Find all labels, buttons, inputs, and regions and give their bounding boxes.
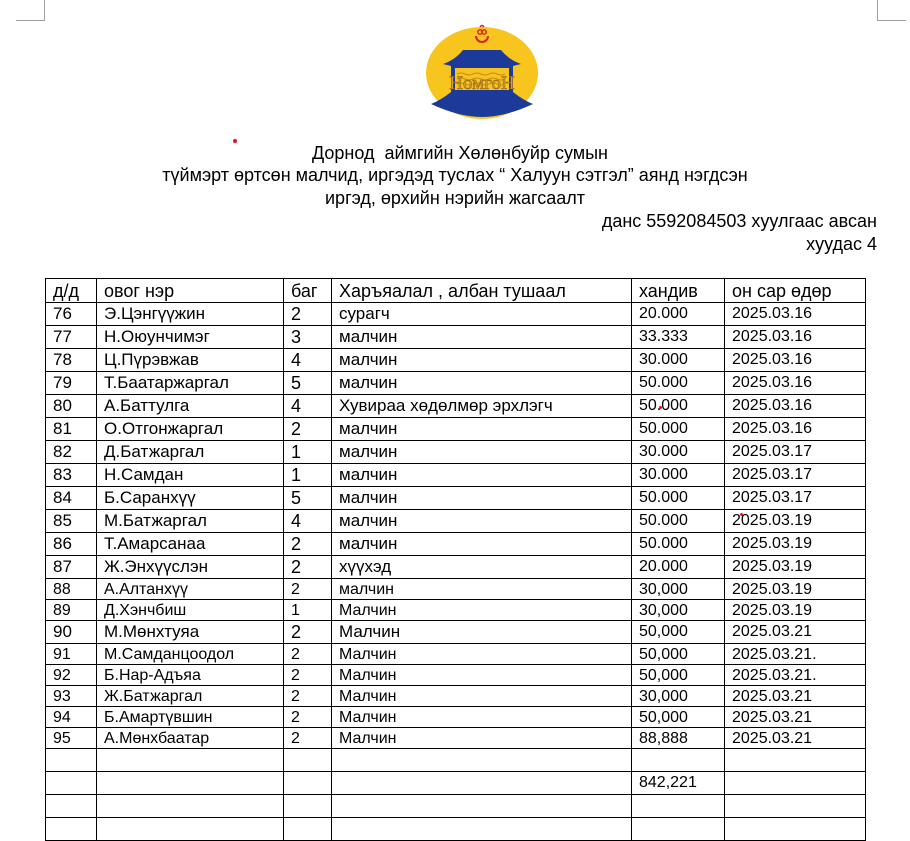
occupation: малчин	[332, 487, 632, 510]
empty-cell	[46, 795, 97, 818]
donation-amount: 33.333	[632, 326, 725, 349]
full-name: Э.Цэнгүүжин	[97, 303, 284, 326]
row-number: 79	[46, 372, 97, 395]
bag-number: 2	[284, 665, 332, 686]
empty-row	[46, 795, 866, 818]
donor-table	[45, 278, 866, 841]
header-line-2: түймэрт өртсөн малчид, иргэдэд туслах “ Халуун сэтгэл” аянд нэгдсэн	[162, 165, 748, 185]
donation-date: 2025.03.19	[725, 600, 866, 621]
page-corner-mark-top-left	[16, 0, 45, 21]
donation-date: 2025.03.16	[725, 418, 866, 441]
donation-amount: 30,000	[632, 600, 725, 621]
donation-amount: 50,000	[632, 707, 725, 728]
row-number: 92	[46, 665, 97, 686]
row-number: 86	[46, 533, 97, 556]
donation-date: 2025.03.21	[725, 728, 866, 749]
empty-cell	[46, 818, 97, 841]
donation-amount: 30.000	[632, 349, 725, 372]
occupation: малчин	[332, 464, 632, 487]
total-row	[46, 772, 866, 795]
occupation: Малчин	[332, 728, 632, 749]
bag-number: 2	[284, 644, 332, 665]
column-header: овог нэр	[97, 279, 284, 303]
donation-date: 2025.03.21	[725, 707, 866, 728]
occupation: Малчин	[332, 665, 632, 686]
page-corner-mark-top-right	[877, 0, 906, 21]
empty-cell	[284, 772, 332, 795]
full-name: Б.Саранхүү	[97, 487, 284, 510]
donation-amount: 50,000	[632, 665, 725, 686]
row-number: 88	[46, 579, 97, 600]
empty-cell	[725, 749, 866, 772]
empty-cell	[632, 795, 725, 818]
full-name: Ж.Энхүүслэн	[97, 556, 284, 579]
header-line-1: Дорнод аймгийн Хөлөнбуйр сумын	[311, 143, 609, 163]
donation-date: 2025.03.17	[725, 487, 866, 510]
empty-cell	[97, 818, 284, 841]
table-row	[46, 395, 866, 418]
donation-amount: 50.000	[632, 395, 725, 418]
full-name: О.Отгонжаргал	[97, 418, 284, 441]
donation-date: 2025.03.16	[725, 326, 866, 349]
empty-cell	[332, 772, 632, 795]
bag-number: 4	[284, 349, 332, 372]
account-line: данс 5592084503 хуулгаас авсан	[601, 211, 877, 231]
column-header: он сар өдөр	[725, 279, 866, 303]
occupation: малчин	[332, 533, 632, 556]
page-number: хуудас 4	[806, 234, 877, 254]
full-name: Н.Оюунчимэг	[97, 326, 284, 349]
full-name: М.Самданцоодол	[97, 644, 284, 665]
empty-cell	[97, 749, 284, 772]
row-number: 77	[46, 326, 97, 349]
bag-number: 5	[284, 372, 332, 395]
donation-amount: 30,000	[632, 686, 725, 707]
full-name: М.Батжаргал	[97, 510, 284, 533]
occupation: Малчин	[332, 600, 632, 621]
empty-row	[46, 749, 866, 772]
donation-date: 2025.03.19	[725, 510, 866, 533]
column-header: д/д	[46, 279, 97, 303]
table-row	[46, 533, 866, 556]
full-name: Б.Нар-Адъяа	[97, 665, 284, 686]
occupation: Малчин	[332, 686, 632, 707]
row-number: 84	[46, 487, 97, 510]
empty-cell	[46, 772, 97, 795]
full-name: Д.Хэнчбиш	[97, 600, 284, 621]
donation-date: 2025.03.21.	[725, 665, 866, 686]
row-number: 83	[46, 464, 97, 487]
full-name: Б.Амартүвшин	[97, 707, 284, 728]
occupation: малчин	[332, 372, 632, 395]
table-row	[46, 418, 866, 441]
full-name: А.Мөнхбаатар	[97, 728, 284, 749]
bag-number: 1	[284, 464, 332, 487]
empty-cell	[332, 795, 632, 818]
row-number: 82	[46, 441, 97, 464]
occupation: Малчин	[332, 621, 632, 644]
bag-number: 4	[284, 395, 332, 418]
occupation: малчин	[332, 326, 632, 349]
table-row	[46, 326, 866, 349]
donation-date: 2025.03.16	[725, 303, 866, 326]
occupation: хүүхэд	[332, 556, 632, 579]
occupation: малчин	[332, 510, 632, 533]
table-row	[46, 487, 866, 510]
donation-date: 2025.03.19	[725, 579, 866, 600]
bag-number: 5	[284, 487, 332, 510]
occupation: малчин	[332, 418, 632, 441]
donation-amount: 30.000	[632, 441, 725, 464]
donation-date: 2025.03.17	[725, 464, 866, 487]
full-name: М.Мөнхтуяа	[97, 621, 284, 644]
row-number: 89	[46, 600, 97, 621]
occupation: малчин	[332, 441, 632, 464]
empty-cell	[284, 795, 332, 818]
full-name: А.Алтанхүү	[97, 579, 284, 600]
row-number: 94	[46, 707, 97, 728]
donation-date: 2025.03.19	[725, 533, 866, 556]
empty-cell	[725, 795, 866, 818]
donation-date: 2025.03.16	[725, 395, 866, 418]
donation-amount: 50.000	[632, 533, 725, 556]
donation-amount: 30.000	[632, 464, 725, 487]
donation-date: 2025.03.21	[725, 686, 866, 707]
full-name: Т.Амарсанаа	[97, 533, 284, 556]
donation-date: 2025.03.21	[725, 621, 866, 644]
bag-number: 2	[284, 686, 332, 707]
full-name: Д.Батжаргал	[97, 441, 284, 464]
row-number: 90	[46, 621, 97, 644]
table-row	[46, 707, 866, 728]
bag-number: 2	[284, 707, 332, 728]
bag-number: 2	[284, 728, 332, 749]
donation-amount: 50.000	[632, 418, 725, 441]
empty-cell	[332, 749, 632, 772]
empty-cell	[632, 749, 725, 772]
empty-cell	[284, 749, 332, 772]
row-number: 85	[46, 510, 97, 533]
table-row	[46, 644, 866, 665]
bag-number: 2	[284, 579, 332, 600]
full-name: А.Баттулга	[97, 395, 284, 418]
empty-row	[46, 818, 866, 841]
donation-date: 2025.03.21.	[725, 644, 866, 665]
empty-cell	[97, 772, 284, 795]
table-row	[46, 665, 866, 686]
bag-number: 3	[284, 326, 332, 349]
donation-date: 2025.03.16	[725, 372, 866, 395]
table-row	[46, 621, 866, 644]
row-number: 93	[46, 686, 97, 707]
bag-number: 2	[284, 556, 332, 579]
row-number: 95	[46, 728, 97, 749]
logo-text: НомгоН	[449, 73, 515, 94]
donation-amount: 20.000	[632, 556, 725, 579]
donation-amount: 50.000	[632, 487, 725, 510]
table-row	[46, 441, 866, 464]
empty-cell	[332, 818, 632, 841]
occupation: Малчин	[332, 707, 632, 728]
donation-amount: 30,000	[632, 579, 725, 600]
occupation: Хувираа хөдөлмөр эрхлэгч	[332, 395, 632, 418]
empty-cell	[97, 795, 284, 818]
bag-number: 4	[284, 510, 332, 533]
full-name: Ж.Батжаргал	[97, 686, 284, 707]
bag-number: 1	[284, 441, 332, 464]
empty-cell	[725, 818, 866, 841]
table-header-row	[46, 279, 866, 303]
empty-cell	[632, 818, 725, 841]
empty-cell	[284, 818, 332, 841]
total-amount: 842,221	[632, 772, 725, 795]
table-row	[46, 372, 866, 395]
table-row	[46, 303, 866, 326]
donation-date: 2025.03.16	[725, 349, 866, 372]
bag-number: 2	[284, 621, 332, 644]
column-header: хандив	[632, 279, 725, 303]
row-number: 87	[46, 556, 97, 579]
donation-date: 2025.03.19	[725, 556, 866, 579]
donation-amount: 50.000	[632, 372, 725, 395]
donation-amount: 50,000	[632, 644, 725, 665]
empty-cell	[46, 749, 97, 772]
bag-number: 2	[284, 533, 332, 556]
empty-cell	[725, 772, 866, 795]
full-name: Ц.Пүрэвжав	[97, 349, 284, 372]
column-header: баг	[284, 279, 332, 303]
table-row	[46, 579, 866, 600]
donation-amount: 50,000	[632, 621, 725, 644]
row-number: 91	[46, 644, 97, 665]
header-line-3: иргэд, өрхийн нэрийн жагсаалт	[325, 188, 585, 208]
column-header: Харъяалал , албан тушаал	[332, 279, 632, 303]
nomgon-logo	[425, 22, 539, 120]
bag-number: 1	[284, 600, 332, 621]
occupation: малчин	[332, 349, 632, 372]
row-number: 80	[46, 395, 97, 418]
bag-number: 2	[284, 303, 332, 326]
table-row	[46, 464, 866, 487]
occupation: Малчин	[332, 644, 632, 665]
occupation: сурагч	[332, 303, 632, 326]
table-row	[46, 686, 866, 707]
donation-amount: 88,888	[632, 728, 725, 749]
full-name: Н.Самдан	[97, 464, 284, 487]
row-number: 76	[46, 303, 97, 326]
row-number: 78	[46, 349, 97, 372]
occupation: малчин	[332, 579, 632, 600]
full-name: Т.Баатаржаргал	[97, 372, 284, 395]
row-number: 81	[46, 418, 97, 441]
donation-amount: 50.000	[632, 510, 725, 533]
table-row	[46, 349, 866, 372]
donation-date: 2025.03.17	[725, 441, 866, 464]
table-row	[46, 556, 866, 579]
bag-number: 2	[284, 418, 332, 441]
table-row	[46, 728, 866, 749]
table-row	[46, 510, 866, 533]
donation-amount: 20.000	[632, 303, 725, 326]
table-row	[46, 600, 866, 621]
